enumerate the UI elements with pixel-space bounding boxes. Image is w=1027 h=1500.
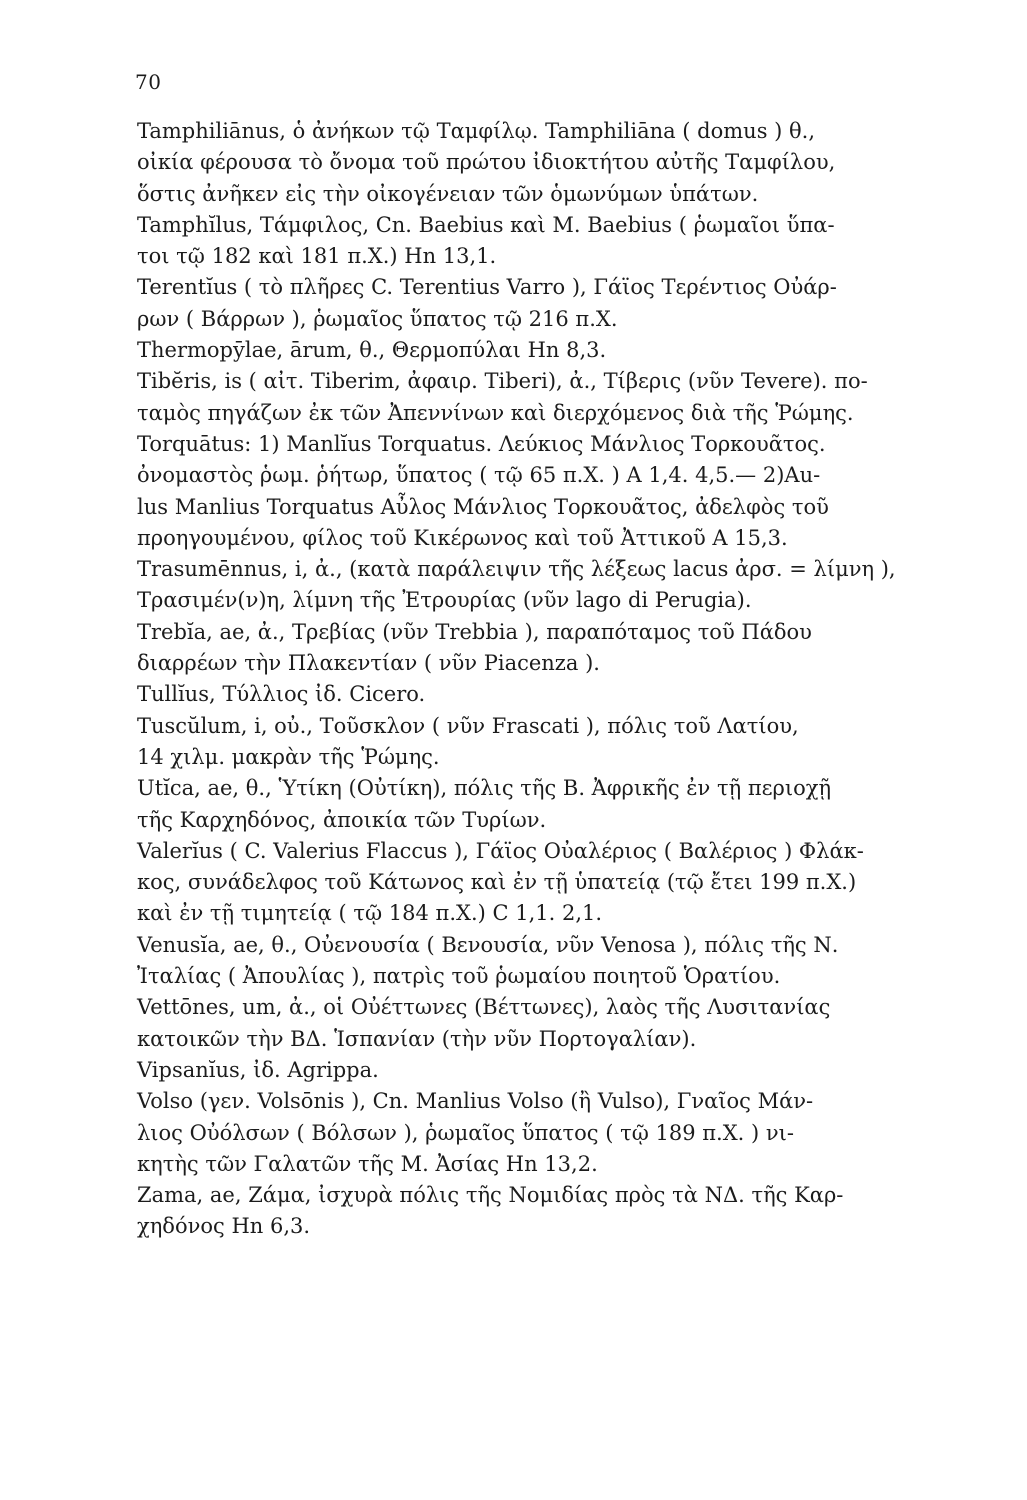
entry-line: Tuscŭlum, i, οὐ., Τοῦσκλον ( νῦν Frascati ), πόλις τοῦ Λατίου,: [137, 713, 799, 738]
dictionary-entry: [137, 210, 967, 273]
entry-line: Trasumēnnus, i, ἀ., (κατὰ παράλειψιν τῆς λέξεως lacus ἀρσ. = λίμνη ),: [137, 557, 896, 582]
entry-line: διαρρέων τὴν Πλακεντίαν ( νῦν Piacenza ).: [137, 651, 600, 676]
entry-line: ρων ( Βάρρων ), ῥωμαῖος ὕπατος τῷ 216 π.Χ.: [137, 306, 618, 331]
entry-line: καὶ ἐν τῇ τιμητείᾳ ( τῷ 184 π.Χ.) C 1,1. 2,1.: [137, 901, 603, 926]
entry-line: Tullĭus, Τύλλιος ἰδ. Cicero.: [137, 682, 426, 707]
entry-line: προηγουμένου, φίλος τοῦ Κικέρωνος καὶ τοῦ Ἀττικοῦ A 15,3.: [137, 525, 788, 550]
dictionary-entry: [137, 1086, 967, 1180]
dictionary-entry: [137, 272, 967, 335]
entry-list: [137, 116, 967, 1243]
dictionary-entry: [137, 836, 967, 930]
dictionary-entry: [137, 930, 967, 993]
entry-line: Valerĭus ( C. Valerius Flaccus ), Γάϊος Οὐαλέριος ( Βαλέριος ) Φλάκ-: [137, 838, 864, 863]
entry-line: lus Manlius Torquatus Αὖλος Μάνλιος Τορκουᾶτος, ἀδελφὸς τοῦ: [137, 494, 829, 519]
dictionary-entry: [137, 617, 967, 680]
entry-line: Terentĭus ( τὸ πλῆρες C. Terentius Varro ), Γάϊος Τερέντιος Οὐάρ-: [137, 275, 837, 300]
entry-line: τῆς Καρχηδόνος, ἀποικία τῶν Τυρίων.: [137, 807, 547, 832]
entry-line: Tamphĭlus, Τάμφιλος, Cn. Baebius καὶ M. Baebius ( ῥωμαῖοι ὕπα-: [137, 212, 835, 237]
entry-line: λιος Οὐόλσων ( Βόλσων ), ῥωμαῖος ὕπατος ( τῷ 189 π.Χ. ) νι-: [137, 1120, 794, 1145]
dictionary-entry: [137, 1180, 967, 1243]
entry-line: οἰκία φέρουσα τὸ ὄνομα τοῦ πρώτου ἰδιοκτήτου αὐτῆς Ταμφίλου,: [137, 150, 836, 175]
entry-line: Τρασιμέν(ν)η, λίμνη τῆς Ἐτρουρίας (νῦν lago di Perugia).: [137, 588, 752, 613]
entry-line: Utĭca, ae, θ., Ὑτίκη (Οὐτίκη), πόλις τῆς Β. Ἀφρικῆς ἐν τῇ περιοχῇ: [137, 776, 832, 801]
entry-line: Tibĕris, is ( αἰτ. Tiberim, ἀφαιρ. Tiberi), ἀ., Τίβερις (νῦν Tevere). πο-: [137, 369, 868, 394]
dictionary-entry: [137, 366, 967, 429]
dictionary-entry: [137, 773, 967, 836]
entry-line: κατοικῶν τὴν ΒΔ. Ἱσπανίαν (τὴν νῦν Πορτογαλίαν).: [137, 1026, 697, 1051]
entry-line: Thermopȳlae, ārum, θ., Θερμοπύλαι Hn 8,3.: [137, 338, 607, 363]
entry-line: 14 χιλμ. μακρὰν τῆς Ῥώμης.: [137, 744, 440, 769]
entry-line: τοι τῷ 182 καὶ 181 π.Χ.) Hn 13,1.: [137, 244, 497, 269]
entry-line: Zama, ae, Ζάμα, ἰσχυρὰ πόλις τῆς Νομιδίας πρὸς τὰ ΝΔ. τῆς Καρ-: [137, 1183, 844, 1208]
dictionary-entry: [137, 711, 967, 774]
entry-line: ὅστις ἀνῆκεν εἰς τὴν οἰκογένειαν τῶν ὁμωνύμων ὑπάτων.: [137, 181, 759, 206]
entry-line: χηδόνος Hn 6,3.: [137, 1214, 311, 1239]
dictionary-entry: [137, 116, 967, 210]
entry-line: Trebĭa, ae, ἀ., Τρεβίας (νῦν Trebbia ), παραπόταμος τοῦ Πάδου: [137, 619, 812, 644]
dictionary-entry: [137, 335, 967, 366]
dictionary-entry: [137, 554, 967, 617]
entry-line: Tamphiliānus, ὁ ἀνήκων τῷ Ταμφίλῳ. Tamphiliāna ( domus ) θ.,: [137, 119, 816, 143]
entry-line: Torquātus: 1) Manlĭus Torquatus. Λεύκιος Μάνλιος Τορκουᾶτος.: [137, 431, 826, 456]
entry-line: Venusĭa, ae, θ., Οὐενουσία ( Βενουσία, νῦν Venosa ), πόλις τῆς Ν.: [137, 932, 839, 957]
entry-line: Vipsanĭus, ἰδ. Agrippa.: [137, 1057, 379, 1082]
page-number: 70: [135, 70, 162, 94]
entry-line: Volso (γεν. Volsōnis ), Cn. Manlius Volso (ἢ Vulso), Γναῖος Μάν-: [137, 1089, 814, 1114]
dictionary-entry: [137, 1055, 967, 1086]
dictionary-entry: [137, 429, 967, 554]
dictionary-entry: [137, 992, 967, 1055]
entry-line: κητὴς τῶν Γαλατῶν τῆς Μ. Ἀσίας Hn 13,2.: [137, 1151, 598, 1176]
dictionary-entry: [137, 679, 967, 710]
entry-line: Vettōnes, um, ἀ., οἱ Οὐέττωνες (Βέττωνες), λαὸς τῆς Λυσιτανίας: [137, 995, 831, 1020]
entry-line: Ἰταλίας ( Ἀπουλίας ), πατρὶς τοῦ ῥωμαίου ποιητοῦ Ὁρατίου.: [137, 964, 781, 989]
entry-line: ὀνομαστὸς ῥωμ. ῥήτωρ, ὕπατος ( τῷ 65 π.Χ. ) A 1,4. 4,5.— 2)Au-: [137, 463, 821, 488]
entry-line: κος, συνάδελφος τοῦ Κάτωνος καὶ ἐν τῇ ὑπατείᾳ (τῷ ἔτει 199 π.Χ.): [137, 870, 857, 895]
entry-line: ταμὸς πηγάζων ἐκ τῶν Ἀπεννίνων καὶ διερχόμενος διὰ τῆς Ῥώμης.: [137, 400, 854, 425]
